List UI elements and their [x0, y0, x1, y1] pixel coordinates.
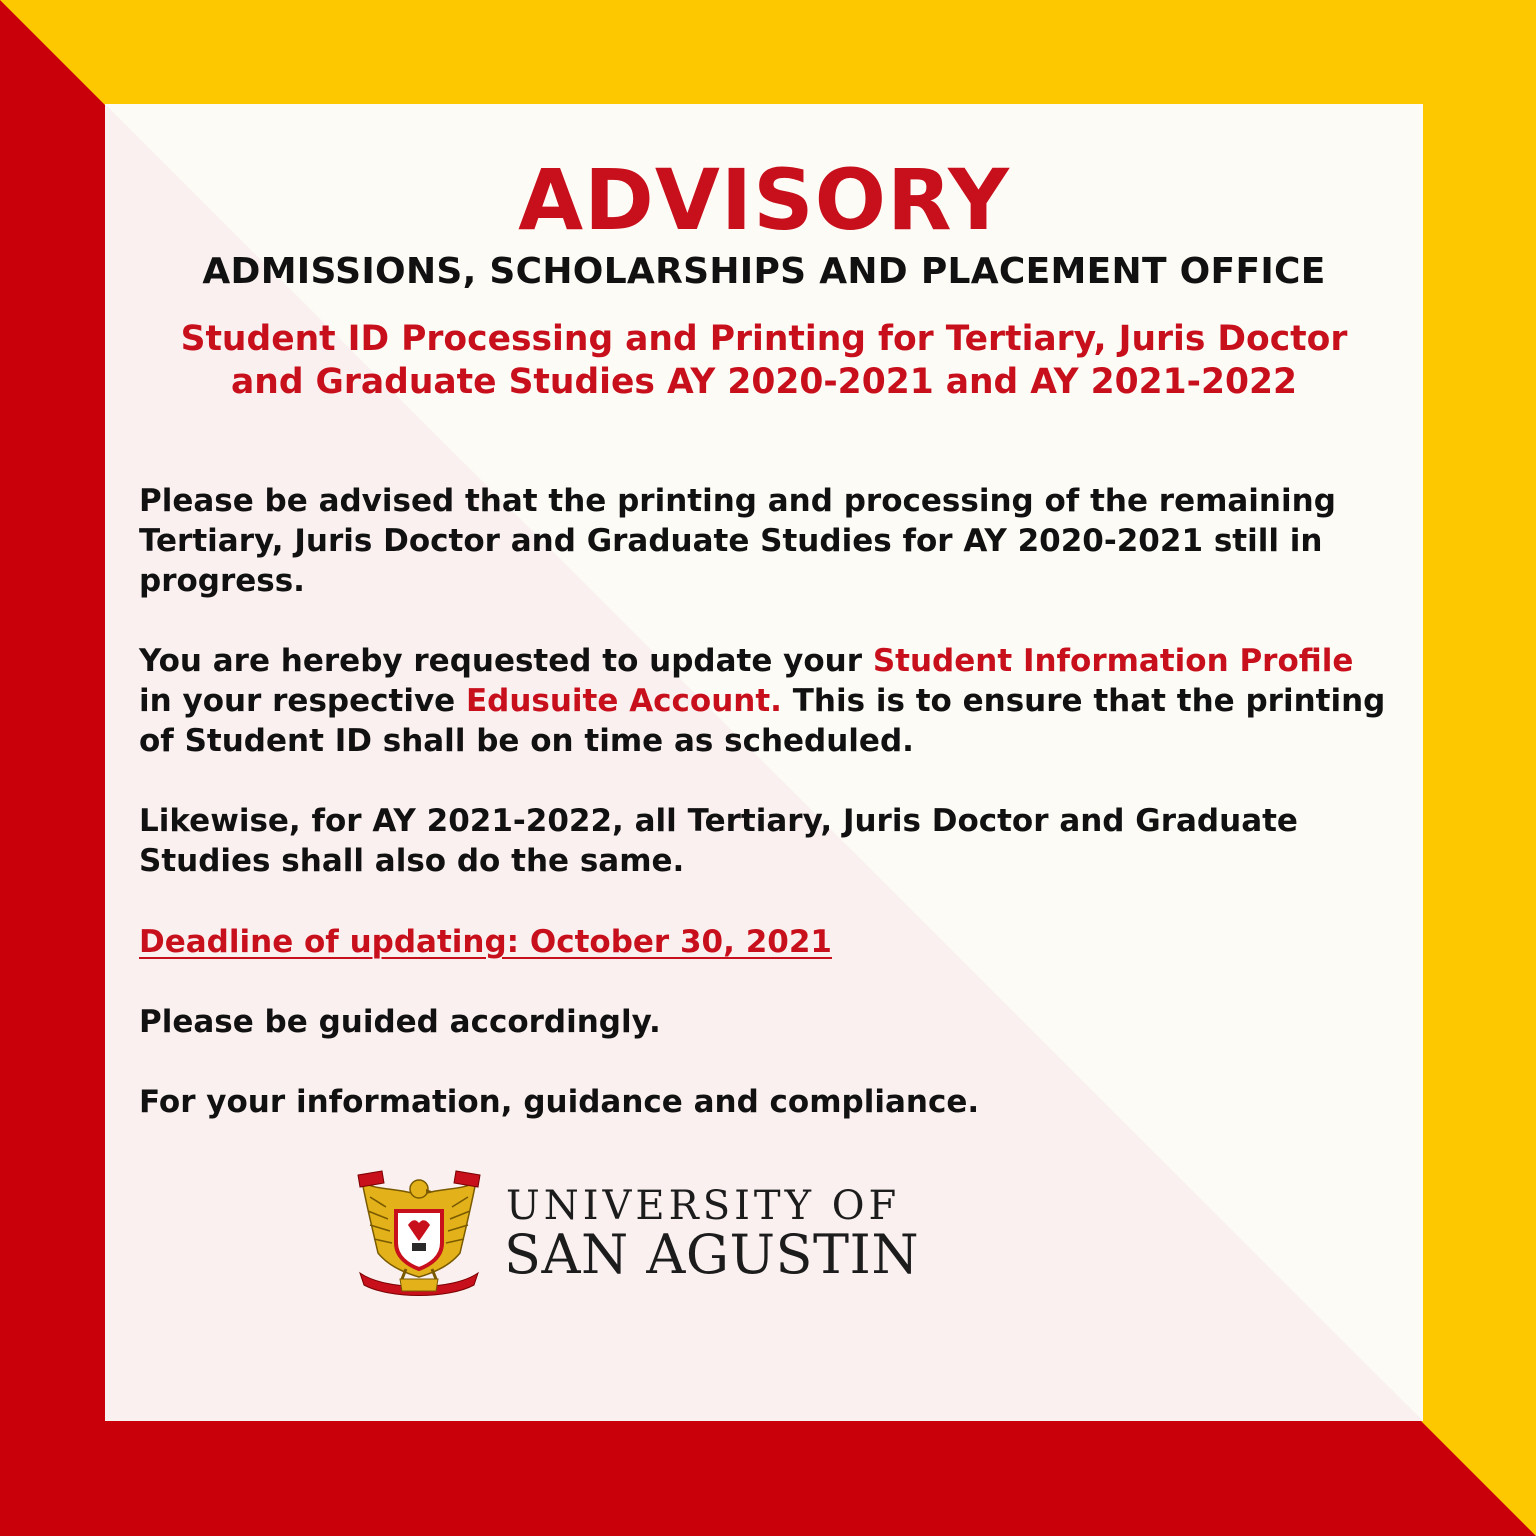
university-logo — [356, 1167, 956, 1299]
student-information-profile-highlight: Student Information Profile — [872, 643, 1354, 679]
p2-line-3: of Student ID shall be on time as scheduled. — [139, 723, 914, 759]
p3-line-2: Studies shall also do the same. — [139, 843, 685, 879]
university-name-line-1: UNIVERSITY OF — [506, 1183, 901, 1229]
p3-line-1: Likewise, for AY 2021-2022, all Tertiary, Juris Doctor and Graduate — [139, 803, 1298, 839]
closing-text: For your information, guidance and compliance. — [139, 1084, 980, 1120]
guided-text: Please be guided accordingly. — [139, 1004, 661, 1040]
paragraph-update-request — [139, 641, 1409, 761]
subtitle-line-1: Student ID Processing and Printing for Tertiary, Juris Doctor — [180, 319, 1348, 359]
p2-line-2 — [139, 681, 1409, 721]
p1-line-2: Tertiary, Juris Doctor and Graduate Studies for AY 2020-2021 still in — [139, 523, 1323, 559]
university-seal-icon — [356, 1167, 482, 1297]
office-name: ADMISSIONS, SCHOLARSHIPS AND PLACEMENT OFFICE — [202, 251, 1326, 292]
paragraph-likewise — [139, 801, 1409, 881]
p2-prefix: You are hereby requested to update your — [139, 643, 873, 679]
paragraph-progress — [139, 481, 1409, 601]
deadline-text: Deadline of updating: October 30, 2021 — [139, 924, 832, 960]
edusuite-account-highlight: Edusuite Account. — [465, 683, 782, 719]
p1-line-1: Please be advised that the printing and processing of the remaining — [139, 483, 1336, 519]
advisory-title: ADVISORY — [518, 151, 1010, 249]
p1-line-3: progress. — [139, 563, 305, 599]
advisory-subtitle — [125, 318, 1403, 404]
p2-mid: in your respective — [139, 683, 466, 719]
p2-suffix: This is to ensure that the printing — [781, 683, 1386, 719]
university-name-line-2: SAN AGUSTIN — [504, 1223, 920, 1286]
subtitle-line-2: and Graduate Studies AY 2020-2021 and AY 2021-2022 — [230, 362, 1298, 402]
p2-line-1 — [139, 641, 1409, 681]
